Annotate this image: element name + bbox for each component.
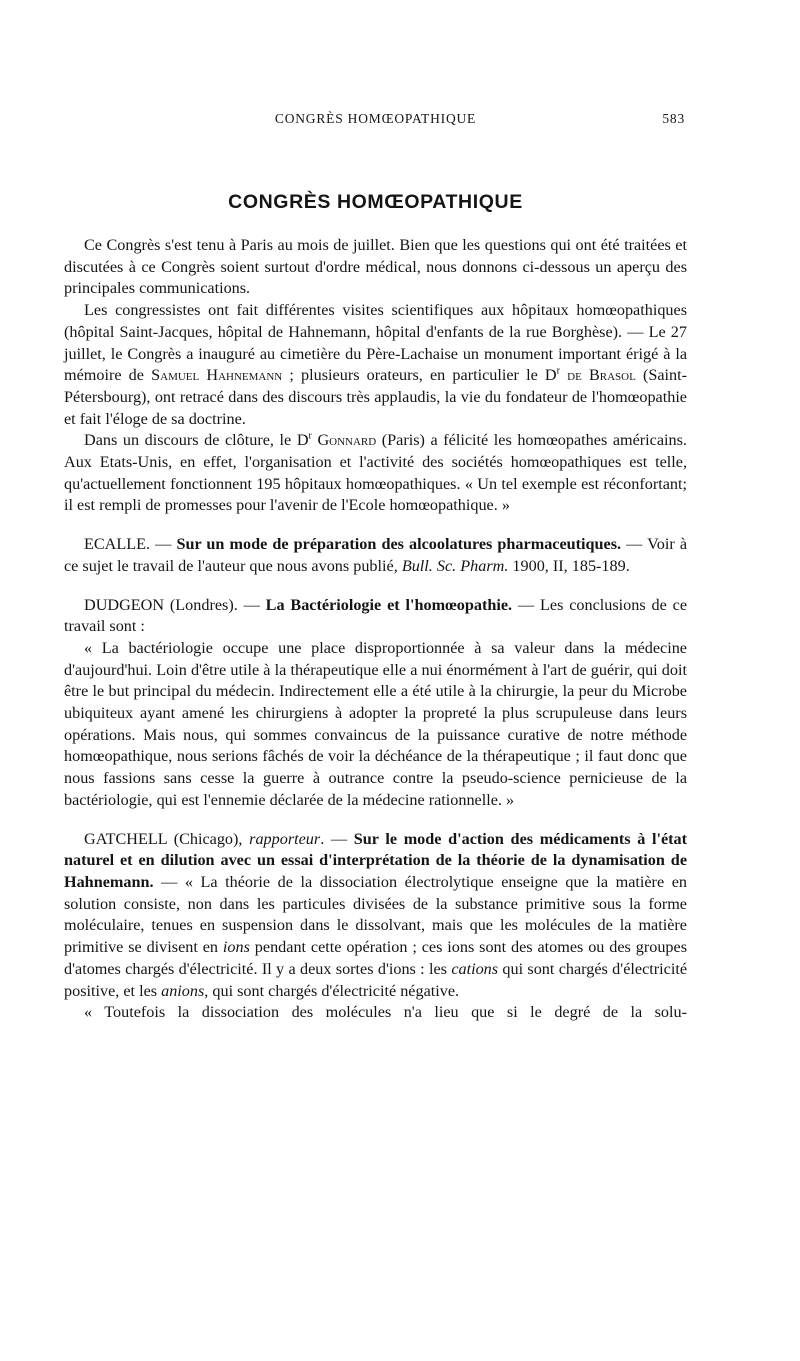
intro-paragraph-1: Ce Congrès s'est tenu à Paris au mois de juillet. Bien que les questions qui ont été traitées et discutées à ce Congrès soient surtout d'ordre médical, nous donnons ci-dessous un aperçu des principales communications. xyxy=(64,236,687,298)
entry-ecalle xyxy=(64,534,687,577)
text-span: Les congressistes ont fait différentes visites scientifiques aux hôpitaux homœopathiques (hôpital Saint-Jacques, hôpital de Hahnemann, hôpital d'enfants de la rue Borghèse). — Le 27 juillet, le Congrès a inauguré au cimetière du Père-Lachaise un monument important érigé à la mémoire de xyxy=(64,301,687,385)
entry-gatchell xyxy=(64,829,687,1003)
text-span: ; plusieurs orateurs, en particulier le D xyxy=(282,366,557,385)
intro-paragraph-2 xyxy=(64,300,687,430)
page-number: 583 xyxy=(662,111,685,126)
entry-dudgeon xyxy=(64,595,687,638)
text-span: . — xyxy=(320,829,354,848)
term-ions: ions xyxy=(222,938,250,957)
text-span: pendant cette opération ; ces ions sont des atomes ou des groupes d'atomes chargés d'électricité. Il y a deux sortes d'ions : les xyxy=(64,938,687,978)
journal-name: Bull. Sc. Pharm. xyxy=(401,556,509,575)
running-head xyxy=(64,111,687,131)
role-gatchell: rapporteur xyxy=(249,829,321,848)
text-span: (Saint-Pétersbourg), ont retracé dans des discours très applaudis, la vie du fondateur de l'homœopathie et fait l'éloge de sa doctrine. xyxy=(64,366,688,428)
intro-paragraph-3 xyxy=(64,430,687,517)
text-span: qui sont chargés d'électricité positive, et les xyxy=(64,959,687,1000)
person-name-hahnemann: Samuel Hahnemann xyxy=(151,366,283,385)
gatchell-continuation: « Toutefois la dissociation des molécules n'a lieu que si le degré de la solu- xyxy=(84,1003,687,1022)
person-name-brasol: de Brasol xyxy=(567,366,636,385)
dudgeon-quote: « La bactériologie occupe une place disproportionnée à sa valeur dans la médecine d'aujourd'hui. Loin d'être utile à la thérapeutique elle a nui énormément à l'art de guérir, qui doit être le but principal du médecin. Indirectement elle a été utile à la chirurgie, la peur du Microbe ubiquiteux ayant amené les chirurgiens à adopter la propreté la plus scrupuleuse dans leurs opérations. Mais nous, qui sommes convaincus de la puissance curative de notre méthode homœopathique, nous serions fâchés de voir la déchéance de la thérapeutique ; il faut donc que nous fassions sans cesse la guerre à outrance contre la pseudo-science pernicieuse de la bactériologie, qui est l'ennemie déclarée de la médecine rationnelle. » xyxy=(64,638,687,809)
text-span: — Voir à ce sujet le travail de l'auteur que nous avons publié, xyxy=(64,535,688,575)
body-text xyxy=(64,235,687,1024)
term-anions: anions xyxy=(161,981,205,1000)
text-span: — « La théorie de la dissociation électrolytique enseigne que la matière en solution consiste, non dans les particules divisées de la substance primitive sous la forme moléculaire, tenues en suspension dans le dissolvant, mais que les molécules de la matière primitive se divisent en xyxy=(64,872,687,957)
title-ecalle: Sur un mode de préparation des alcoolatures pharmaceutiques. xyxy=(176,535,622,554)
title-dudgeon: La Bactériologie et l'homœopathie. xyxy=(265,595,513,614)
author-gatchell: GATCHELL (Chicago), xyxy=(84,829,250,848)
superscript: r xyxy=(556,365,560,377)
text-span: Dans un discours de clôture, le D xyxy=(84,431,309,450)
running-head-title: CONGRÈS HOMŒOPATHIQUE xyxy=(274,111,477,126)
author-ecalle: ECALLE. — xyxy=(84,535,172,554)
term-cations: cations xyxy=(451,959,499,978)
section-title: CONGRÈS HOMŒOPATHIQUE xyxy=(228,191,523,213)
text-span: — Les conclusions de ce travail sont : xyxy=(64,595,688,636)
person-name-gonnard: Gonnard xyxy=(317,431,377,450)
author-dudgeon: DUDGEON (Londres). — xyxy=(84,595,260,614)
text-span: 1900, II, 185-189. xyxy=(508,556,630,575)
superscript: r xyxy=(308,430,312,442)
text-span: , qui sont chargés d'électricité négative. xyxy=(204,981,460,1000)
title-gatchell: Sur le mode d'action des médicaments à l'état naturel et en dilution avec un essai d'interprétation de la théorie de la dynamisation de Hahnemann. xyxy=(64,829,688,891)
text-span: (Paris) a félicité les homœopathes américains. Aux Etats-Unis, en effet, l'organisation et l'activité des sociétés homœopathiques est telle, qu'actuellement fonctionnent 195 hôpitaux homœopathiques. « Un tel exemple est réconfortant; il est rempli de promesses pour l'avenir de l'Ecole homœopathique. » xyxy=(64,431,687,515)
